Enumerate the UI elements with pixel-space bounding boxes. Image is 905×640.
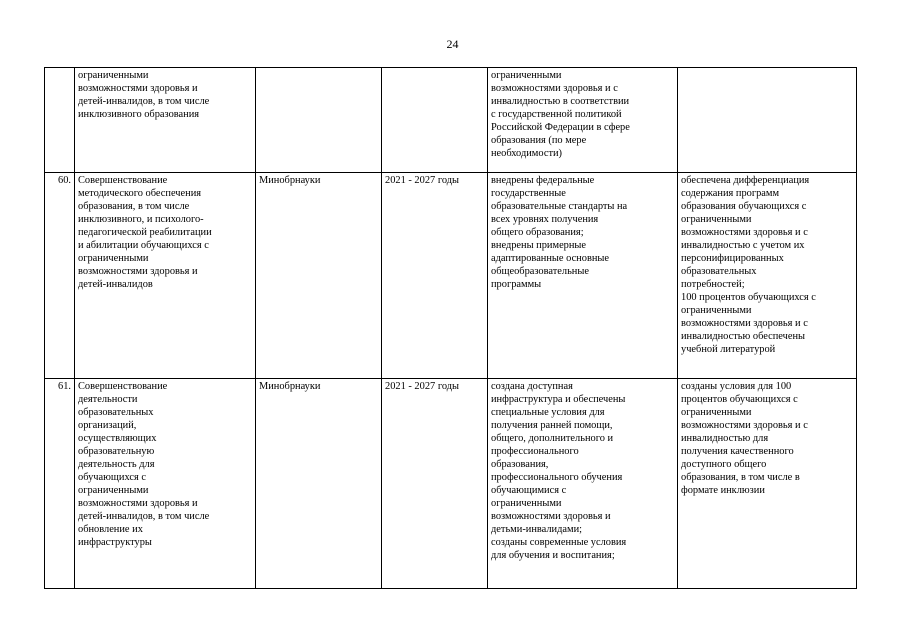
result-cell: внедрены федеральные государственные образовательные стандарты на всех уровнях получения общего образования; внедрены примерные адаптированные основные общеобразовательные программы	[488, 173, 678, 379]
page-number: 24	[446, 37, 459, 51]
table-row	[45, 68, 857, 173]
table-row	[45, 173, 857, 379]
activity-cell: Совершенствование деятельности образовательных организаций, осуществляющих образовательную деятельность для обучающихся с ограниченными возможностями здоровья и детей-инвалидов, в том числе обновление их инфраструктуры	[75, 379, 256, 589]
period-cell: 2021 - 2027 годы	[382, 173, 488, 379]
result-cell: ограниченными возможностями здоровья и с инвалидностью в соответствии с государственной политикой Российской Федерации в сфере образования (по мере необходимости)	[488, 68, 678, 173]
executor-cell: Минобрнауки	[256, 379, 382, 589]
activity-cell: ограниченными возможностями здоровья и детей-инвалидов, в том числе инклюзивного образования	[75, 68, 256, 173]
indicator-cell: обеспечена дифференциация содержания программ образования обучающихся с ограниченными возможностями здоровья и с инвалидностью с учетом их персонифицированных образовательных потребностей; 100 процентов обучающихся с ограниченными возможностями здоровья и с инвалидностью обеспечены учебной литературой	[678, 173, 857, 379]
table-row	[45, 379, 857, 589]
executor-cell: Минобрнауки	[256, 173, 382, 379]
plan-table	[44, 67, 857, 589]
row-number: 60.	[45, 173, 75, 379]
activity-cell: Совершенствование методического обеспечения образования, в том числе инклюзивного, и психолого- педагогической реабилитации и абилитации обучающихся с ограниченными возможностями здоровья и детей-инвалидов	[75, 173, 256, 379]
row-number	[45, 68, 75, 173]
indicator-cell	[678, 68, 857, 173]
executor-cell	[256, 68, 382, 173]
indicator-cell: созданы условия для 100 процентов обучающихся с ограниченными возможностями здоровья и с инвалидностью для получения качественного доступного общего образования, в том числе в формате инклюзии	[678, 379, 857, 589]
row-number: 61.	[45, 379, 75, 589]
result-cell: создана доступная инфраструктура и обеспечены специальные условия для получения ранней помощи, общего, дополнительного и профессионального образования, профессионального обучения обучающимися с ограниченными возможностями здоровья и детьми-инвалидами; созданы современные условия для обучения и воспитания;	[488, 379, 678, 589]
period-cell: 2021 - 2027 годы	[382, 379, 488, 589]
period-cell	[382, 68, 488, 173]
